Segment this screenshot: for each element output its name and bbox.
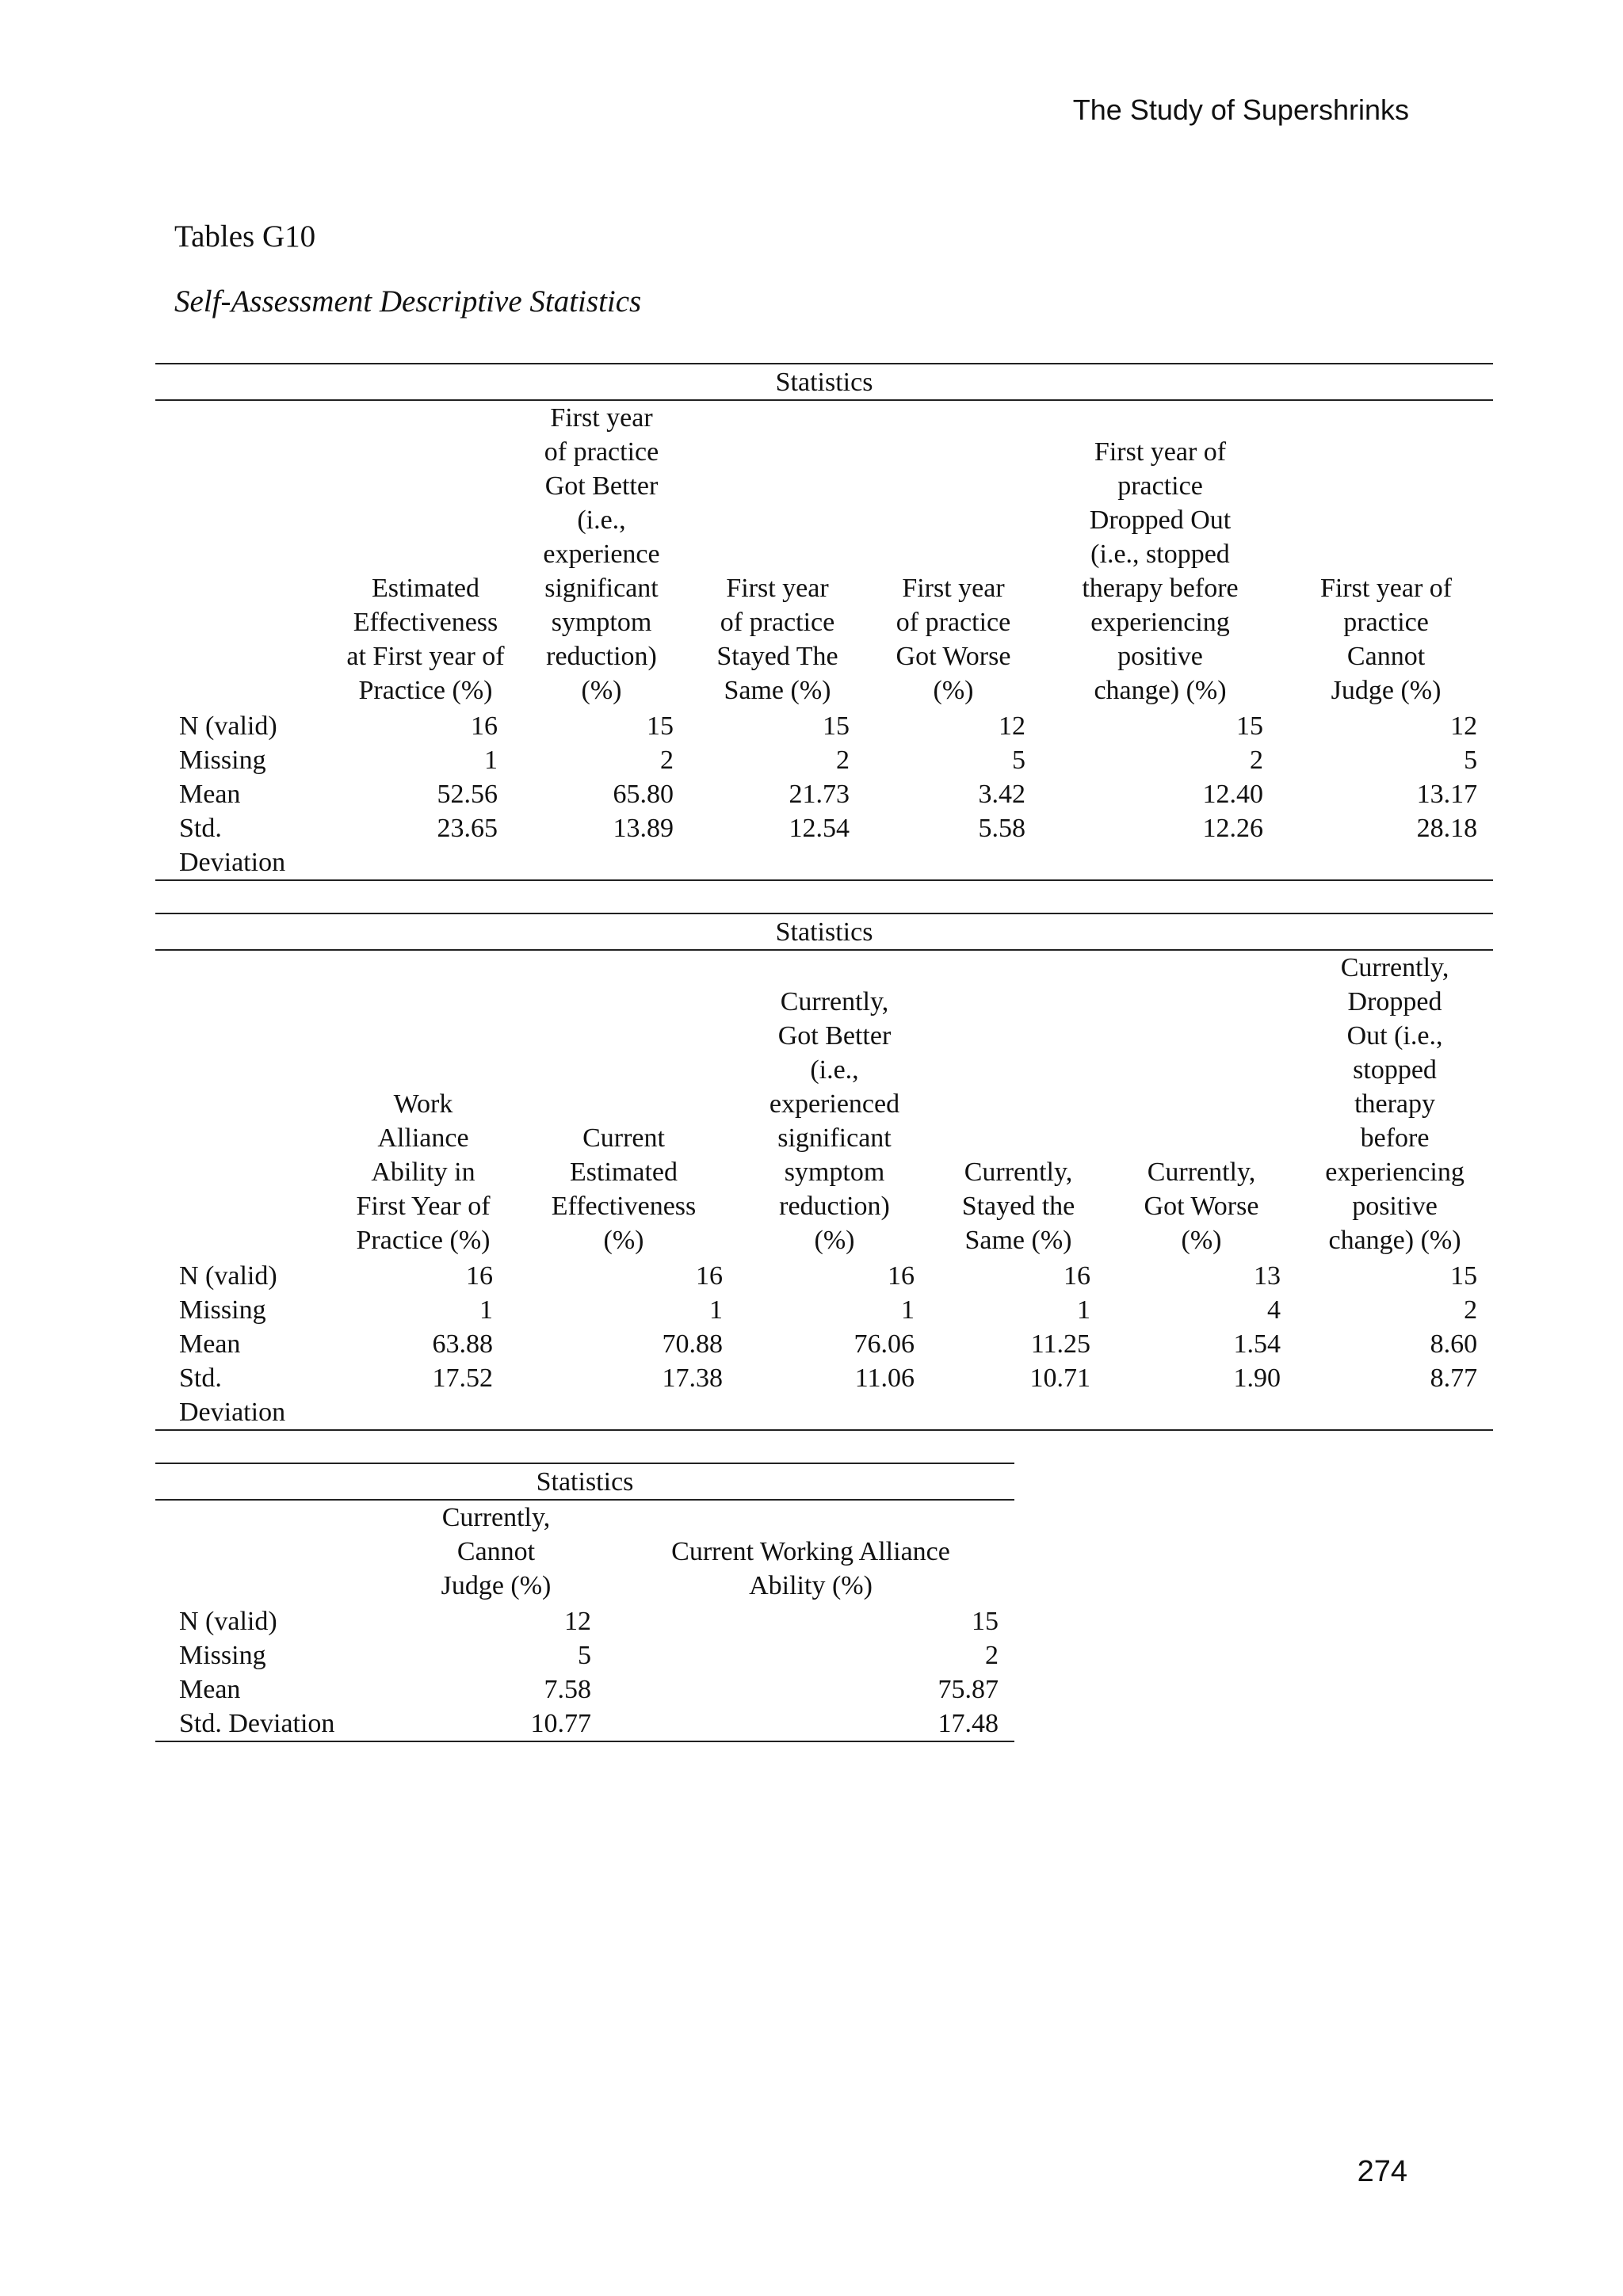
table-cell: 17.38: [509, 1361, 739, 1430]
row-label: N (valid): [179, 1261, 277, 1291]
table-cell: 11.25: [1030, 1329, 1090, 1359]
table-cell: 17.48: [607, 1707, 1014, 1741]
row-label: Mean: [179, 780, 241, 809]
table-cell: 13: [1254, 1261, 1281, 1291]
table-title: Self-Assessment Descriptive Statistics: [174, 284, 642, 318]
table-cell: 5: [1012, 746, 1025, 775]
statistics-table-2: [155, 913, 1493, 1431]
row-label: Missing: [179, 1295, 266, 1325]
table-cell: 1: [709, 1295, 723, 1325]
column-header: Currently, Cannot Judge (%): [441, 1503, 552, 1600]
table-row: [155, 743, 1493, 777]
column-header: Work Alliance Ability in First Year of Practice (%): [356, 1089, 491, 1255]
table-cell: 12: [564, 1607, 591, 1636]
table-cell: 11.06: [739, 1361, 930, 1430]
column-header: First year of practice Dropped Out (i.e., stopped therapy before experiencing positive change) (%): [1082, 437, 1239, 705]
row-label: Std. Deviation: [155, 811, 338, 880]
table-cell: 16: [888, 1261, 915, 1291]
row-label: N (valid): [179, 1607, 277, 1636]
statistics-table-3: [155, 1463, 1014, 1742]
table-caption: Statistics: [155, 364, 1493, 400]
table-caption: Statistics: [155, 1463, 1014, 1500]
table-cell: 16: [471, 711, 498, 741]
stub-header: [155, 950, 338, 1259]
table-cell: 5: [578, 1641, 591, 1670]
table-cell: 4: [1267, 1295, 1281, 1325]
table-cell: 65.80: [613, 780, 674, 809]
table-cell: 12.54: [689, 811, 865, 880]
table-cell: 2: [1464, 1295, 1478, 1325]
table-cell: 1: [484, 746, 498, 775]
table-cell: 52.56: [437, 780, 498, 809]
row-label: Missing: [179, 1641, 266, 1670]
statistics-table-1: [155, 363, 1493, 881]
row-label: Mean: [179, 1675, 241, 1704]
column-header: Currently, Got Worse (%): [1144, 1158, 1259, 1255]
table-cell: 63.88: [432, 1329, 493, 1359]
table-cell: 12.26: [1041, 811, 1279, 880]
table-cell: 1: [1077, 1295, 1090, 1325]
table-cell: 3.42: [978, 780, 1025, 809]
row-label: Mean: [179, 1329, 241, 1359]
table-cell: 17.52: [338, 1361, 509, 1430]
table-cell: 21.73: [789, 780, 850, 809]
table-cell: 10.71: [930, 1361, 1106, 1430]
table-cell: 15: [1236, 711, 1263, 741]
page-number: 274: [1357, 2155, 1407, 2188]
table-cell: 8.77: [1296, 1361, 1493, 1430]
table-cell: 76.06: [854, 1329, 915, 1359]
table-cell: 2: [985, 1641, 999, 1670]
table-row: [155, 1293, 1493, 1327]
table-cell: 70.88: [662, 1329, 723, 1359]
stub-header: [155, 1500, 385, 1604]
table-cell: 12.40: [1202, 780, 1263, 809]
column-header: Current Estimated Effectiveness (%): [551, 1123, 697, 1255]
table-cell: 12: [999, 711, 1025, 741]
table-caption: Statistics: [155, 913, 1493, 950]
column-header: First year of practice Cannot Judge (%): [1319, 574, 1453, 705]
table-cell: 1: [479, 1295, 493, 1325]
table-cell: 5: [1464, 746, 1478, 775]
table-cell: 28.18: [1279, 811, 1493, 880]
table-row: [155, 1672, 1014, 1707]
table-cell: 75.87: [938, 1675, 999, 1704]
table-row: [155, 1638, 1014, 1672]
table-cell: 10.77: [385, 1707, 607, 1741]
row-label: Std. Deviation: [155, 1707, 385, 1741]
table-cell: 15: [647, 711, 674, 741]
table-cell: 15: [823, 711, 850, 741]
table-cell: 16: [466, 1261, 493, 1291]
table-cell: 1.54: [1233, 1329, 1281, 1359]
table-row: [155, 777, 1493, 811]
table-cell: 13.17: [1416, 780, 1478, 809]
column-header: Estimated Effectiveness at First year of Practice (%): [346, 574, 505, 705]
row-label: Std. Deviation: [155, 1361, 338, 1430]
table-label: Tables G10: [174, 219, 316, 254]
column-header: First year of practice Got Better (i.e., experience significant symptom reduction) (%): [543, 403, 660, 705]
table-cell: 7.58: [544, 1675, 591, 1704]
column-header: Currently, Dropped Out (i.e., stopped therapy before experiencing positive change) (%): [1325, 953, 1465, 1255]
table-row: [155, 1604, 1014, 1638]
running-head: The Study of Supershrinks: [1072, 93, 1409, 126]
table-cell: 16: [696, 1261, 723, 1291]
row-label: N (valid): [179, 711, 277, 741]
table-cell: 1: [901, 1295, 915, 1325]
table-cell: 2: [1250, 746, 1263, 775]
table-cell: 2: [836, 746, 850, 775]
table-row: [155, 1327, 1493, 1361]
table-cell: 15: [972, 1607, 999, 1636]
table-row: [155, 1361, 1493, 1430]
table-cell: 13.89: [514, 811, 689, 880]
column-header: Current Working Alliance Ability (%): [671, 1537, 950, 1600]
table-row: [155, 1259, 1493, 1293]
table-cell: 12: [1450, 711, 1478, 741]
table-cell: 16: [1064, 1261, 1090, 1291]
table-cell: 1.90: [1106, 1361, 1296, 1430]
table-row: [155, 1707, 1014, 1741]
row-label: Missing: [179, 746, 266, 775]
column-header: First year of practice Got Worse (%): [896, 574, 1011, 705]
table-cell: 8.60: [1430, 1329, 1478, 1359]
column-header: Currently, Stayed the Same (%): [961, 1158, 1075, 1255]
table-cell: 2: [660, 746, 674, 775]
column-header: First year of practice Stayed The Same (%): [716, 574, 838, 705]
stub-header: [155, 400, 338, 709]
table-cell: 15: [1450, 1261, 1478, 1291]
table-row: [155, 709, 1493, 743]
table-cell: 23.65: [338, 811, 514, 880]
table-row: [155, 811, 1493, 880]
table-cell: 5.58: [865, 811, 1041, 880]
column-header: Currently, Got Better (i.e., experienced significant symptom reduction) (%): [769, 987, 900, 1255]
